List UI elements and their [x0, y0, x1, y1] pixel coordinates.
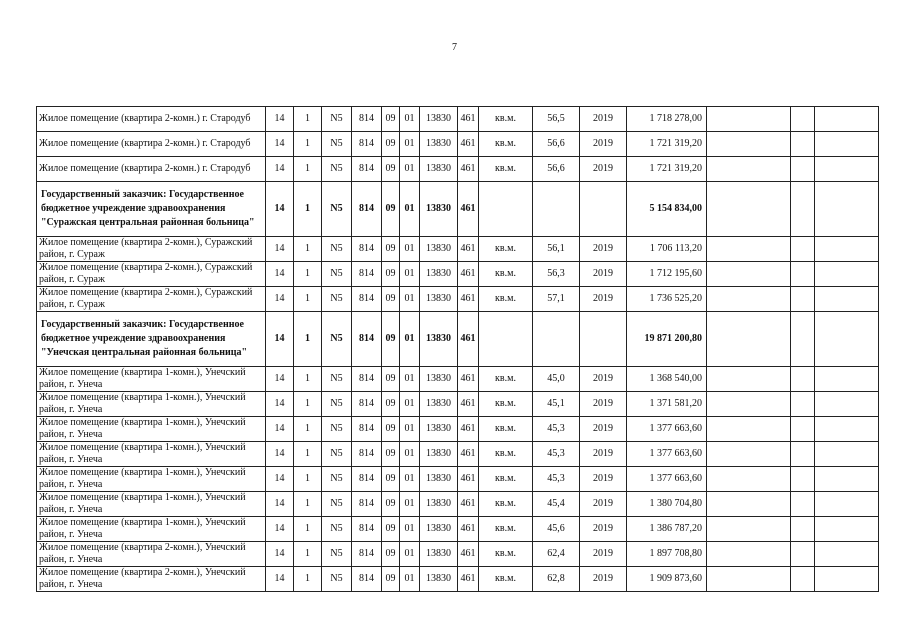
code-cell: 1 — [294, 567, 322, 592]
empty-cell — [707, 157, 791, 182]
code-cell: 13830 — [420, 467, 458, 492]
unit-cell: кв.м. — [479, 492, 533, 517]
code-cell: N5 — [322, 262, 352, 287]
code-cell: 01 — [400, 492, 420, 517]
table-row — [37, 492, 879, 517]
empty-cell — [815, 417, 879, 442]
area-cell: 57,1 — [533, 287, 580, 312]
year-cell — [580, 182, 627, 237]
empty-cell — [815, 132, 879, 157]
code-cell: 1 — [294, 442, 322, 467]
code-cell: 461 — [458, 567, 479, 592]
code-cell: 13830 — [420, 542, 458, 567]
area-cell: 62,4 — [533, 542, 580, 567]
code-cell: 1 — [294, 237, 322, 262]
amount-cell: 1 712 195,60 — [627, 262, 707, 287]
unit-cell — [479, 312, 533, 367]
amount-cell: 1 371 581,20 — [627, 392, 707, 417]
code-cell: 09 — [382, 237, 400, 262]
area-cell: 56,3 — [533, 262, 580, 287]
code-cell: N5 — [322, 287, 352, 312]
name-cell: Жилое помещение (квартира 2-комн.) г. Стародуб — [37, 157, 266, 182]
code-cell: 01 — [400, 312, 420, 367]
code-cell: 13830 — [420, 107, 458, 132]
unit-cell: кв.м. — [479, 392, 533, 417]
code-cell: 1 — [294, 542, 322, 567]
empty-cell — [707, 542, 791, 567]
empty-cell — [791, 392, 815, 417]
code-cell: N5 — [322, 367, 352, 392]
code-cell: 1 — [294, 107, 322, 132]
code-cell: 14 — [266, 417, 294, 442]
unit-cell: кв.м. — [479, 287, 533, 312]
unit-cell: кв.м. — [479, 542, 533, 567]
code-cell: 13830 — [420, 157, 458, 182]
amount-cell: 5 154 834,00 — [627, 182, 707, 237]
empty-cell — [707, 237, 791, 262]
year-cell: 2019 — [580, 157, 627, 182]
code-cell: 814 — [352, 237, 382, 262]
code-cell: 814 — [352, 132, 382, 157]
amount-cell: 1 377 663,60 — [627, 417, 707, 442]
code-cell: 01 — [400, 132, 420, 157]
empty-cell — [791, 237, 815, 262]
code-cell: 01 — [400, 467, 420, 492]
code-cell: 461 — [458, 262, 479, 287]
area-cell — [533, 182, 580, 237]
code-cell: 14 — [266, 262, 294, 287]
code-cell: N5 — [322, 392, 352, 417]
unit-cell: кв.м. — [479, 132, 533, 157]
area-cell: 45,3 — [533, 467, 580, 492]
area-cell: 45,1 — [533, 392, 580, 417]
code-cell: 461 — [458, 182, 479, 237]
code-cell: 1 — [294, 517, 322, 542]
unit-cell: кв.м. — [479, 442, 533, 467]
year-cell: 2019 — [580, 262, 627, 287]
empty-cell — [815, 287, 879, 312]
amount-cell: 1 897 708,80 — [627, 542, 707, 567]
unit-cell: кв.м. — [479, 157, 533, 182]
code-cell: N5 — [322, 517, 352, 542]
code-cell: N5 — [322, 237, 352, 262]
code-cell: 461 — [458, 132, 479, 157]
code-cell: 814 — [352, 287, 382, 312]
unit-cell: кв.м. — [479, 237, 533, 262]
table-body — [37, 107, 879, 592]
year-cell — [580, 312, 627, 367]
name-cell: Жилое помещение (квартира 1-комн.), Унечский район, г. Унеча — [37, 392, 266, 417]
code-cell: 1 — [294, 262, 322, 287]
table-row — [37, 517, 879, 542]
empty-cell — [791, 157, 815, 182]
unit-cell: кв.м. — [479, 467, 533, 492]
empty-cell — [707, 467, 791, 492]
table-row — [37, 442, 879, 467]
empty-cell — [707, 287, 791, 312]
empty-cell — [815, 262, 879, 287]
unit-cell: кв.м. — [479, 567, 533, 592]
code-cell: 01 — [400, 442, 420, 467]
code-cell: 13830 — [420, 442, 458, 467]
code-cell: 14 — [266, 367, 294, 392]
empty-cell — [815, 492, 879, 517]
code-cell: 814 — [352, 367, 382, 392]
table-row — [37, 417, 879, 442]
amount-cell: 19 871 200,80 — [627, 312, 707, 367]
code-cell: 13830 — [420, 182, 458, 237]
table-row — [37, 132, 879, 157]
area-cell: 62,8 — [533, 567, 580, 592]
area-cell: 56,5 — [533, 107, 580, 132]
code-cell: 1 — [294, 392, 322, 417]
table-row — [37, 287, 879, 312]
empty-cell — [815, 157, 879, 182]
code-cell: 13830 — [420, 237, 458, 262]
area-cell: 56,6 — [533, 132, 580, 157]
empty-cell — [791, 467, 815, 492]
code-cell: N5 — [322, 492, 352, 517]
area-cell: 45,0 — [533, 367, 580, 392]
empty-cell — [791, 567, 815, 592]
code-cell: 01 — [400, 392, 420, 417]
code-cell: 14 — [266, 467, 294, 492]
code-cell: 09 — [382, 312, 400, 367]
page-number: 7 — [452, 42, 457, 53]
code-cell: 461 — [458, 367, 479, 392]
code-cell: 14 — [266, 287, 294, 312]
empty-cell — [815, 182, 879, 237]
code-cell: 1 — [294, 492, 322, 517]
amount-cell: 1 909 873,60 — [627, 567, 707, 592]
name-cell: Жилое помещение (квартира 2-комн.) г. Стародуб — [37, 132, 266, 157]
code-cell: 14 — [266, 542, 294, 567]
code-cell: 1 — [294, 182, 322, 237]
year-cell: 2019 — [580, 492, 627, 517]
year-cell: 2019 — [580, 107, 627, 132]
code-cell: 09 — [382, 182, 400, 237]
name-cell: Государственный заказчик: Государственное бюджетное учреждение здравоохранения "Суражская центральная районная больница" — [37, 182, 266, 237]
table-row — [37, 262, 879, 287]
code-cell: 14 — [266, 132, 294, 157]
code-cell: 14 — [266, 157, 294, 182]
code-cell: 461 — [458, 237, 479, 262]
code-cell: 09 — [382, 417, 400, 442]
year-cell: 2019 — [580, 567, 627, 592]
code-cell: 01 — [400, 417, 420, 442]
empty-cell — [815, 442, 879, 467]
empty-cell — [707, 132, 791, 157]
code-cell: 14 — [266, 312, 294, 367]
name-cell: Жилое помещение (квартира 2-комн.), Суражский район, г. Сураж — [37, 262, 266, 287]
code-cell: 09 — [382, 287, 400, 312]
year-cell: 2019 — [580, 467, 627, 492]
code-cell: N5 — [322, 467, 352, 492]
empty-cell — [815, 237, 879, 262]
amount-cell: 1 368 540,00 — [627, 367, 707, 392]
code-cell: 09 — [382, 262, 400, 287]
name-cell: Жилое помещение (квартира 2-комн.), Унечский район, г. Унеча — [37, 542, 266, 567]
empty-cell — [815, 517, 879, 542]
year-cell: 2019 — [580, 442, 627, 467]
code-cell: 13830 — [420, 132, 458, 157]
code-cell: 09 — [382, 392, 400, 417]
table-row — [37, 157, 879, 182]
empty-cell — [707, 367, 791, 392]
empty-cell — [815, 542, 879, 567]
code-cell: 01 — [400, 182, 420, 237]
code-cell: 814 — [352, 442, 382, 467]
empty-cell — [707, 517, 791, 542]
amount-cell: 1 706 113,20 — [627, 237, 707, 262]
code-cell: 461 — [458, 287, 479, 312]
code-cell: 1 — [294, 132, 322, 157]
name-cell: Жилое помещение (квартира 2-комн.), Суражский район, г. Сураж — [37, 287, 266, 312]
code-cell: 01 — [400, 107, 420, 132]
code-cell: 1 — [294, 157, 322, 182]
year-cell: 2019 — [580, 237, 627, 262]
code-cell: 01 — [400, 567, 420, 592]
code-cell: 461 — [458, 392, 479, 417]
amount-cell: 1 721 319,20 — [627, 132, 707, 157]
code-cell: 814 — [352, 417, 382, 442]
code-cell: 461 — [458, 417, 479, 442]
empty-cell — [791, 262, 815, 287]
code-cell: 814 — [352, 157, 382, 182]
code-cell: N5 — [322, 132, 352, 157]
empty-cell — [707, 107, 791, 132]
code-cell: 09 — [382, 157, 400, 182]
name-cell: Жилое помещение (квартира 1-комн.), Унечский район, г. Унеча — [37, 492, 266, 517]
area-cell: 45,3 — [533, 417, 580, 442]
empty-cell — [707, 417, 791, 442]
code-cell: 14 — [266, 237, 294, 262]
code-cell: N5 — [322, 312, 352, 367]
empty-cell — [707, 392, 791, 417]
area-cell: 45,4 — [533, 492, 580, 517]
group-row — [37, 312, 879, 367]
unit-cell: кв.м. — [479, 107, 533, 132]
code-cell: 814 — [352, 107, 382, 132]
code-cell: 14 — [266, 517, 294, 542]
empty-cell — [815, 367, 879, 392]
empty-cell — [791, 442, 815, 467]
code-cell: 814 — [352, 492, 382, 517]
code-cell: 13830 — [420, 567, 458, 592]
code-cell: 09 — [382, 442, 400, 467]
code-cell: 814 — [352, 392, 382, 417]
empty-cell — [791, 417, 815, 442]
table-row — [37, 237, 879, 262]
empty-cell — [707, 492, 791, 517]
empty-cell — [815, 467, 879, 492]
name-cell: Жилое помещение (квартира 2-комн.), Унечский район, г. Унеча — [37, 567, 266, 592]
code-cell: N5 — [322, 107, 352, 132]
name-cell: Жилое помещение (квартира 2-комн.) г. Стародуб — [37, 107, 266, 132]
empty-cell — [815, 567, 879, 592]
code-cell: 14 — [266, 107, 294, 132]
empty-cell — [707, 442, 791, 467]
area-cell: 56,6 — [533, 157, 580, 182]
code-cell: 09 — [382, 542, 400, 567]
code-cell: 09 — [382, 492, 400, 517]
code-cell: 461 — [458, 492, 479, 517]
amount-cell: 1 377 663,60 — [627, 467, 707, 492]
empty-cell — [815, 392, 879, 417]
code-cell: 1 — [294, 287, 322, 312]
year-cell: 2019 — [580, 392, 627, 417]
amount-cell: 1 380 704,80 — [627, 492, 707, 517]
code-cell: 01 — [400, 262, 420, 287]
table-row — [37, 367, 879, 392]
empty-cell — [707, 567, 791, 592]
code-cell: 01 — [400, 237, 420, 262]
table-row — [37, 542, 879, 567]
code-cell: 09 — [382, 132, 400, 157]
empty-cell — [815, 312, 879, 367]
empty-cell — [791, 312, 815, 367]
amount-cell: 1 736 525,20 — [627, 287, 707, 312]
area-cell — [533, 312, 580, 367]
empty-cell — [815, 107, 879, 132]
year-cell: 2019 — [580, 287, 627, 312]
code-cell: 1 — [294, 417, 322, 442]
empty-cell — [791, 182, 815, 237]
unit-cell: кв.м. — [479, 367, 533, 392]
code-cell: 814 — [352, 467, 382, 492]
empty-cell — [707, 312, 791, 367]
empty-cell — [707, 262, 791, 287]
code-cell: 14 — [266, 492, 294, 517]
empty-cell — [791, 542, 815, 567]
code-cell: 13830 — [420, 517, 458, 542]
year-cell: 2019 — [580, 417, 627, 442]
code-cell: 1 — [294, 367, 322, 392]
amount-cell: 1 386 787,20 — [627, 517, 707, 542]
table-row — [37, 107, 879, 132]
name-cell: Жилое помещение (квартира 1-комн.), Унечский район, г. Унеча — [37, 517, 266, 542]
objects-table — [36, 106, 879, 592]
amount-cell: 1 377 663,60 — [627, 442, 707, 467]
table-row — [37, 467, 879, 492]
code-cell: 1 — [294, 467, 322, 492]
code-cell: 01 — [400, 287, 420, 312]
name-cell: Жилое помещение (квартира 1-комн.), Унечский район, г. Унеча — [37, 467, 266, 492]
code-cell: 814 — [352, 182, 382, 237]
group-row — [37, 182, 879, 237]
code-cell: 461 — [458, 517, 479, 542]
code-cell: 461 — [458, 312, 479, 367]
code-cell: 814 — [352, 517, 382, 542]
area-cell: 56,1 — [533, 237, 580, 262]
code-cell: 461 — [458, 442, 479, 467]
code-cell: 13830 — [420, 287, 458, 312]
empty-cell — [791, 107, 815, 132]
table-row — [37, 392, 879, 417]
code-cell: 13830 — [420, 417, 458, 442]
code-cell: N5 — [322, 567, 352, 592]
code-cell: 01 — [400, 542, 420, 567]
unit-cell: кв.м. — [479, 517, 533, 542]
code-cell: 13830 — [420, 312, 458, 367]
name-cell: Жилое помещение (квартира 2-комн.), Суражский район, г. Сураж — [37, 237, 266, 262]
amount-cell: 1 718 278,00 — [627, 107, 707, 132]
code-cell: 09 — [382, 367, 400, 392]
code-cell: 461 — [458, 107, 479, 132]
name-cell: Жилое помещение (квартира 1-комн.), Унечский район, г. Унеча — [37, 442, 266, 467]
code-cell: 01 — [400, 367, 420, 392]
code-cell: N5 — [322, 417, 352, 442]
code-cell: N5 — [322, 157, 352, 182]
code-cell: 14 — [266, 392, 294, 417]
code-cell: 461 — [458, 157, 479, 182]
table-row — [37, 567, 879, 592]
empty-cell — [791, 367, 815, 392]
empty-cell — [791, 517, 815, 542]
year-cell: 2019 — [580, 132, 627, 157]
year-cell: 2019 — [580, 517, 627, 542]
empty-cell — [707, 182, 791, 237]
code-cell: 814 — [352, 542, 382, 567]
year-cell: 2019 — [580, 367, 627, 392]
code-cell: N5 — [322, 442, 352, 467]
code-cell: 13830 — [420, 492, 458, 517]
unit-cell — [479, 182, 533, 237]
code-cell: 01 — [400, 517, 420, 542]
code-cell: 13830 — [420, 262, 458, 287]
code-cell: 01 — [400, 157, 420, 182]
area-cell: 45,3 — [533, 442, 580, 467]
code-cell: 1 — [294, 312, 322, 367]
code-cell: 09 — [382, 567, 400, 592]
code-cell: 461 — [458, 467, 479, 492]
code-cell: 814 — [352, 312, 382, 367]
code-cell: 09 — [382, 517, 400, 542]
name-cell: Жилое помещение (квартира 1-комн.), Унечский район, г. Унеча — [37, 417, 266, 442]
code-cell: N5 — [322, 182, 352, 237]
code-cell: 461 — [458, 542, 479, 567]
area-cell: 45,6 — [533, 517, 580, 542]
name-cell: Жилое помещение (квартира 1-комн.), Унечский район, г. Унеча — [37, 367, 266, 392]
code-cell: 14 — [266, 182, 294, 237]
code-cell: 13830 — [420, 367, 458, 392]
empty-cell — [791, 492, 815, 517]
unit-cell: кв.м. — [479, 417, 533, 442]
code-cell: N5 — [322, 542, 352, 567]
code-cell: 09 — [382, 467, 400, 492]
code-cell: 814 — [352, 567, 382, 592]
name-cell: Государственный заказчик: Государственное бюджетное учреждение здравоохранения "Унечская центральная районная больница" — [37, 312, 266, 367]
code-cell: 14 — [266, 442, 294, 467]
code-cell: 814 — [352, 262, 382, 287]
amount-cell: 1 721 319,20 — [627, 157, 707, 182]
empty-cell — [791, 132, 815, 157]
code-cell: 13830 — [420, 392, 458, 417]
code-cell: 09 — [382, 107, 400, 132]
code-cell: 14 — [266, 567, 294, 592]
year-cell: 2019 — [580, 542, 627, 567]
empty-cell — [791, 287, 815, 312]
unit-cell: кв.м. — [479, 262, 533, 287]
